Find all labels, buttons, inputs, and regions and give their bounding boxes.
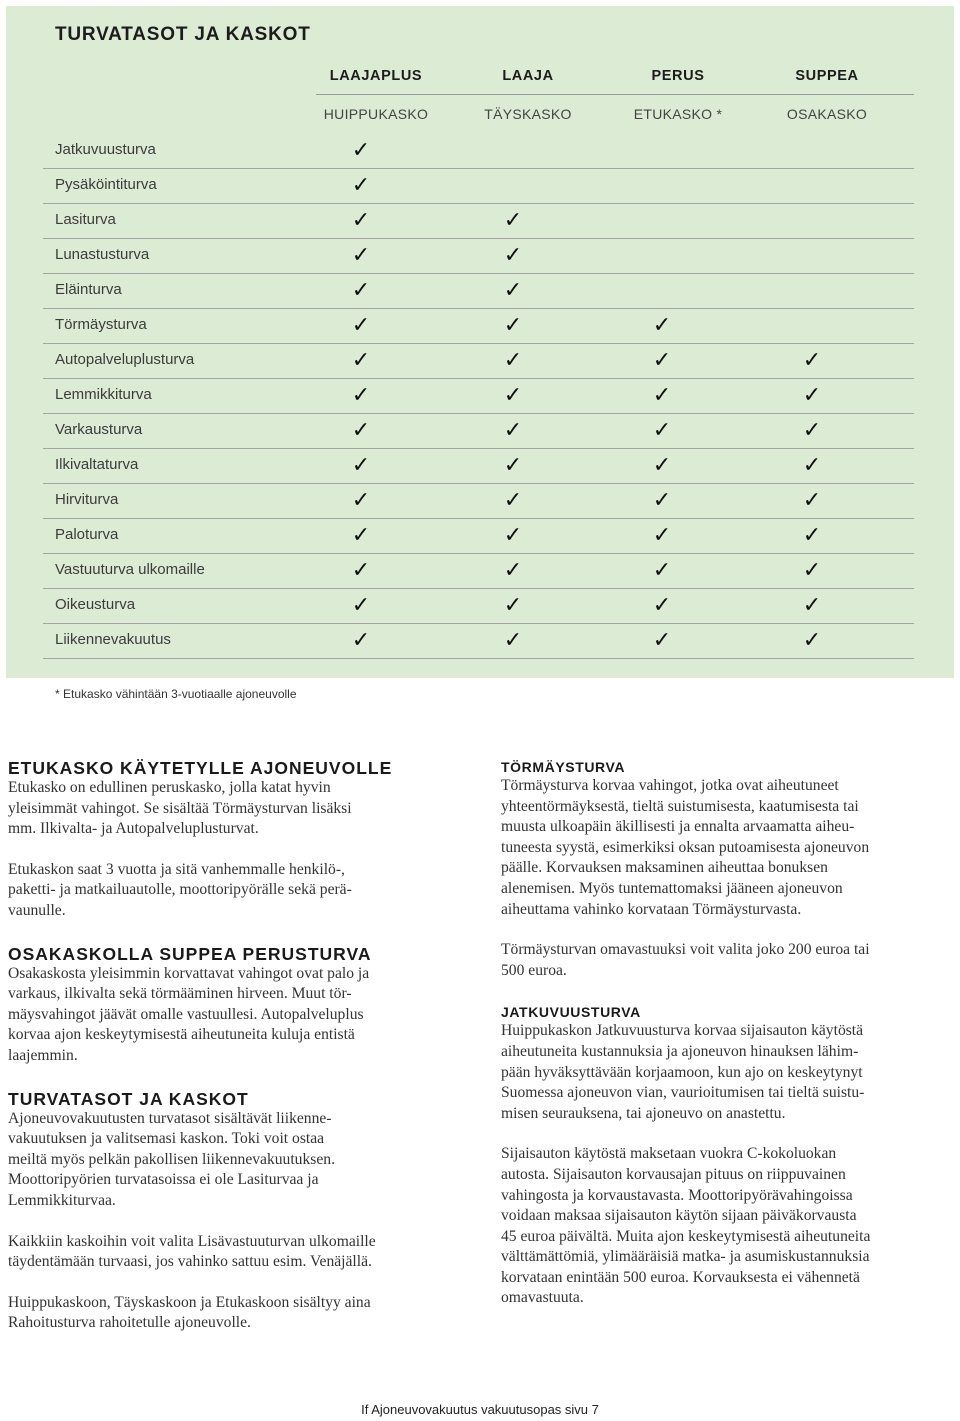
check-icon: ✓ xyxy=(802,418,822,443)
text-line: Moottoripyörien turvatasoissa ei ole Lasiturvaa ja xyxy=(8,1171,319,1189)
text-line: aiheutuneita kustannuksia ja ajoneuvon hinauksen lähim- xyxy=(501,1042,859,1060)
column-sub-huippukasko: HUIPPUKASKO xyxy=(323,106,429,122)
text-line: Huippukaskoon, Täyskaskoon ja Etukaskoon sisältyy aina xyxy=(8,1293,371,1311)
left-text-column xyxy=(8,758,453,1334)
table-row xyxy=(43,623,914,659)
row-label: Jatkuvuusturva xyxy=(55,141,156,158)
heading-osakasko: OSAKASKOLLA SUPPEA PERUSTURVA xyxy=(8,943,372,964)
column-sub-tayskasko: TÄYSKASKO xyxy=(484,106,572,122)
check-icon: ✓ xyxy=(503,418,523,443)
row-label: Autopalveluplusturva xyxy=(55,351,195,368)
row-label: Ilkivaltaturva xyxy=(55,456,139,473)
check-icon: ✓ xyxy=(351,628,371,653)
text-line: tuneesta syystä, esimerkiksi oksan putoamisesta ajoneuvon xyxy=(501,838,870,856)
check-icon: ✓ xyxy=(802,453,822,478)
page-footer: If Ajoneuvovakuutus vakuutusopas sivu 7 xyxy=(361,1402,599,1417)
check-icon: ✓ xyxy=(652,313,672,338)
right-text-column xyxy=(501,758,946,1309)
check-icon: ✓ xyxy=(652,523,672,548)
table-row xyxy=(43,238,914,274)
text-line: Törmäysturvan omavastuuksi voit valita joko 200 euroa tai xyxy=(501,941,870,959)
heading-turvatasot: TURVATASOT JA KASKOT xyxy=(8,1088,249,1109)
text-line: vaunulle. xyxy=(8,901,66,919)
paragraph-turvatasot xyxy=(8,1109,453,1212)
row-label: Eläinturva xyxy=(55,281,122,298)
check-icon: ✓ xyxy=(503,523,523,548)
column-header-suppea: SUPPEA xyxy=(795,68,859,84)
check-icon: ✓ xyxy=(351,453,371,478)
text-line: Huippukaskon Jatkuvuusturva korvaa sijaisauton käytöstä xyxy=(501,1022,864,1040)
check-icon: ✓ xyxy=(351,558,371,583)
text-line: Osakaskosta yleisimmin korvattavat vahingot ovat palo ja xyxy=(8,964,370,982)
text-line: korvataan enintään 500 euroa. Korvauksesta ei vähennetä xyxy=(501,1268,860,1286)
heading-jatkuvuusturva: JATKUVUUSTURVA xyxy=(501,1004,641,1021)
check-icon: ✓ xyxy=(503,313,523,338)
text-line: mäysvahingot jäävät omalle vastuullesi. Autopalveluplus xyxy=(8,1005,364,1023)
paragraph-etukasko xyxy=(8,778,453,840)
check-icon: ✓ xyxy=(652,453,672,478)
text-line: Etukasko on edullinen peruskasko, jolla katat hyvin xyxy=(8,779,331,796)
check-icon: ✓ xyxy=(652,383,672,408)
row-label: Törmäysturva xyxy=(55,316,147,333)
coverage-table-panel xyxy=(6,6,954,678)
text-line: Rahoitusturva rahoitetulle ajoneuvolle. xyxy=(8,1314,251,1332)
paragraph-tormaysturva xyxy=(501,776,946,920)
paragraph-osakasko xyxy=(8,964,453,1067)
row-label: Lunastusturva xyxy=(55,246,150,263)
check-icon: ✓ xyxy=(503,628,523,653)
row-label: Pysäköintiturva xyxy=(55,176,157,193)
heading-tormaysturva: TÖRMÄYSTURVA xyxy=(501,759,626,775)
check-icon: ✓ xyxy=(351,523,371,548)
check-icon: ✓ xyxy=(802,558,822,583)
text-line: misen seurauksena, tai ajoneuvo on anastettu. xyxy=(501,1104,786,1122)
check-icon: ✓ xyxy=(652,488,672,513)
table-row xyxy=(43,553,914,589)
table-row xyxy=(43,518,914,554)
text-line: Kaikkiin kaskoihin voit valita Lisävastuuturvan ulkomaille xyxy=(8,1232,376,1250)
check-icon: ✓ xyxy=(351,348,371,373)
table-row xyxy=(43,588,914,624)
text-line: Sijaisauton käytöstä maksetaan vuokra C-kokoluokan xyxy=(501,1145,837,1163)
column-sub-etukasko: ETUKASKO * xyxy=(633,106,723,122)
text-line: laajemmin. xyxy=(8,1046,78,1064)
table-row xyxy=(43,168,914,204)
check-icon: ✓ xyxy=(652,558,672,583)
paragraph-jatkuvuusturva xyxy=(501,1021,946,1124)
text-line: voidaan maksaa sijaisauton käytön sijaan päiväkorvausta xyxy=(501,1207,857,1225)
column-sub-osakasko: OSAKASKO xyxy=(786,106,868,122)
text-line: täydentämään turvaasi, jos vahinko sattuu esim. Venäjällä. xyxy=(8,1253,372,1271)
table-row xyxy=(43,133,914,169)
row-label: Vastuuturva ulkomaille xyxy=(55,561,205,578)
check-icon: ✓ xyxy=(802,348,822,373)
header-divider xyxy=(316,94,914,95)
check-icon: ✓ xyxy=(503,278,523,303)
column-header-perus: PERUS xyxy=(651,68,705,84)
table-row xyxy=(43,483,914,519)
paragraph-sijaisauto xyxy=(501,1144,946,1309)
text-line: alenemisen. Myös tuntemattomaksi jääneen ajoneuvon xyxy=(501,879,843,897)
table-row xyxy=(43,203,914,239)
footnote: * Etukasko vähintään 3-vuotiaalle ajoneuvolle xyxy=(55,687,297,701)
check-icon: ✓ xyxy=(802,593,822,618)
heading-etukasko: ETUKASKO KÄYTETYLLE AJONEUVOLLE xyxy=(8,758,393,778)
check-icon: ✓ xyxy=(652,628,672,653)
row-label: Varkausturva xyxy=(55,421,143,438)
check-icon: ✓ xyxy=(503,488,523,513)
check-icon: ✓ xyxy=(503,558,523,583)
row-label: Liikennevakuutus xyxy=(55,631,171,648)
check-icon: ✓ xyxy=(503,348,523,373)
check-icon: ✓ xyxy=(351,593,371,618)
text-line: Ajoneuvovakuutusten turvatasot sisältävät liikenne- xyxy=(8,1109,332,1127)
text-line: vakuutuksen ja valitsemasi kaskon. Toki voit ostaa xyxy=(8,1130,325,1148)
check-icon: ✓ xyxy=(351,173,371,198)
row-label: Hirviturva xyxy=(55,491,119,508)
check-icon: ✓ xyxy=(802,383,822,408)
text-line: Lemmikkiturvaa. xyxy=(8,1191,116,1209)
text-line: välttämättömiä, ylimääräisiä matka- ja asumiskustannuksia xyxy=(501,1248,870,1266)
text-line: muusta ulkoapäin äkillisesti ja ennalta arvaamatta aiheu- xyxy=(501,818,855,836)
paragraph-etukasko-availability xyxy=(8,860,453,922)
check-icon: ✓ xyxy=(652,348,672,373)
check-icon: ✓ xyxy=(351,488,371,513)
text-line: varkaus, ilkivalta sekä törmääminen hirveen. Muut tör- xyxy=(8,985,352,1003)
text-line: korvaa ajon keskeytymisestä aiheutuneita kuluja entistä xyxy=(8,1026,355,1044)
check-icon: ✓ xyxy=(351,313,371,338)
paragraph-rahoitusturva xyxy=(8,1293,453,1334)
check-icon: ✓ xyxy=(351,208,371,233)
paragraph-lisavastuuturva xyxy=(8,1232,453,1273)
paragraph-omavastuu xyxy=(501,940,946,981)
text-line: yhteentörmäyksestä, tieltä suistumisesta, kaatumisesta tai xyxy=(501,797,859,815)
row-label: Lasiturva xyxy=(55,211,116,228)
check-icon: ✓ xyxy=(802,523,822,548)
table-row xyxy=(43,448,914,484)
text-line: mm. Ilkivalta- ja Autopalveluplusturvat. xyxy=(8,820,259,838)
text-line: vahingosta ja korvaustavasta. Moottoripyörävahingoissa xyxy=(501,1186,853,1204)
check-icon: ✓ xyxy=(351,383,371,408)
row-label: Oikeusturva xyxy=(55,596,136,613)
table-row xyxy=(43,273,914,309)
text-line: meiltä myös pelkän pakollisen liikennevakuutuksen. xyxy=(8,1150,335,1168)
table-row xyxy=(43,343,914,379)
check-icon: ✓ xyxy=(652,593,672,618)
check-icon: ✓ xyxy=(351,243,371,268)
check-icon: ✓ xyxy=(503,208,523,233)
check-icon: ✓ xyxy=(503,453,523,478)
check-icon: ✓ xyxy=(802,488,822,513)
table-row xyxy=(43,378,914,414)
text-line: Törmäysturva korvaa vahingot, jotka ovat aiheutuneet xyxy=(501,777,839,794)
text-line: Etukaskon saat 3 vuotta ja sitä vanhemmalle henkilö-, xyxy=(8,860,345,878)
check-icon: ✓ xyxy=(503,243,523,268)
text-line: pään hyväksyttävään korjaamoon, kun ajo on keskeytynyt xyxy=(501,1063,863,1081)
check-icon: ✓ xyxy=(503,383,523,408)
text-line: autosta. Sijaisauton korvausajan pituus on riippuvainen xyxy=(501,1165,846,1183)
text-line: paketti- ja matkailuautolle, moottoripyörälle sekä perä- xyxy=(8,881,352,899)
check-icon: ✓ xyxy=(802,628,822,653)
row-label: Paloturva xyxy=(55,526,119,543)
text-line: omavastuuta. xyxy=(501,1289,584,1307)
check-icon: ✓ xyxy=(351,278,371,303)
check-icon: ✓ xyxy=(351,138,371,163)
check-icon: ✓ xyxy=(351,418,371,443)
text-line: 45 euroa päivältä. Muita ajon keskeytymisestä aiheutuneita xyxy=(501,1227,871,1245)
text-line: 500 euroa. xyxy=(501,961,567,979)
table-row xyxy=(43,308,914,344)
column-header-laaja: LAAJA xyxy=(502,68,554,84)
text-line: Suomessa ajoneuvon vian, vaurioitumisen tai tieltä suistu- xyxy=(501,1084,865,1102)
table-row xyxy=(43,413,914,449)
table-title: TURVATASOT JA KASKOT xyxy=(55,24,311,45)
row-label: Lemmikkiturva xyxy=(55,386,152,403)
column-header-laajaplus: LAAJAPLUS xyxy=(329,68,423,84)
check-icon: ✓ xyxy=(503,593,523,618)
check-icon: ✓ xyxy=(652,418,672,443)
text-line: päälle. Korvauksen maksaminen aiheuttaa bonuksen xyxy=(501,859,828,877)
text-line: aiheuttama vahinko korvataan Törmäysturvasta. xyxy=(501,900,802,918)
text-line: yleisimmät vahingot. Se sisältää Törmäysturvan lisäksi xyxy=(8,799,352,817)
